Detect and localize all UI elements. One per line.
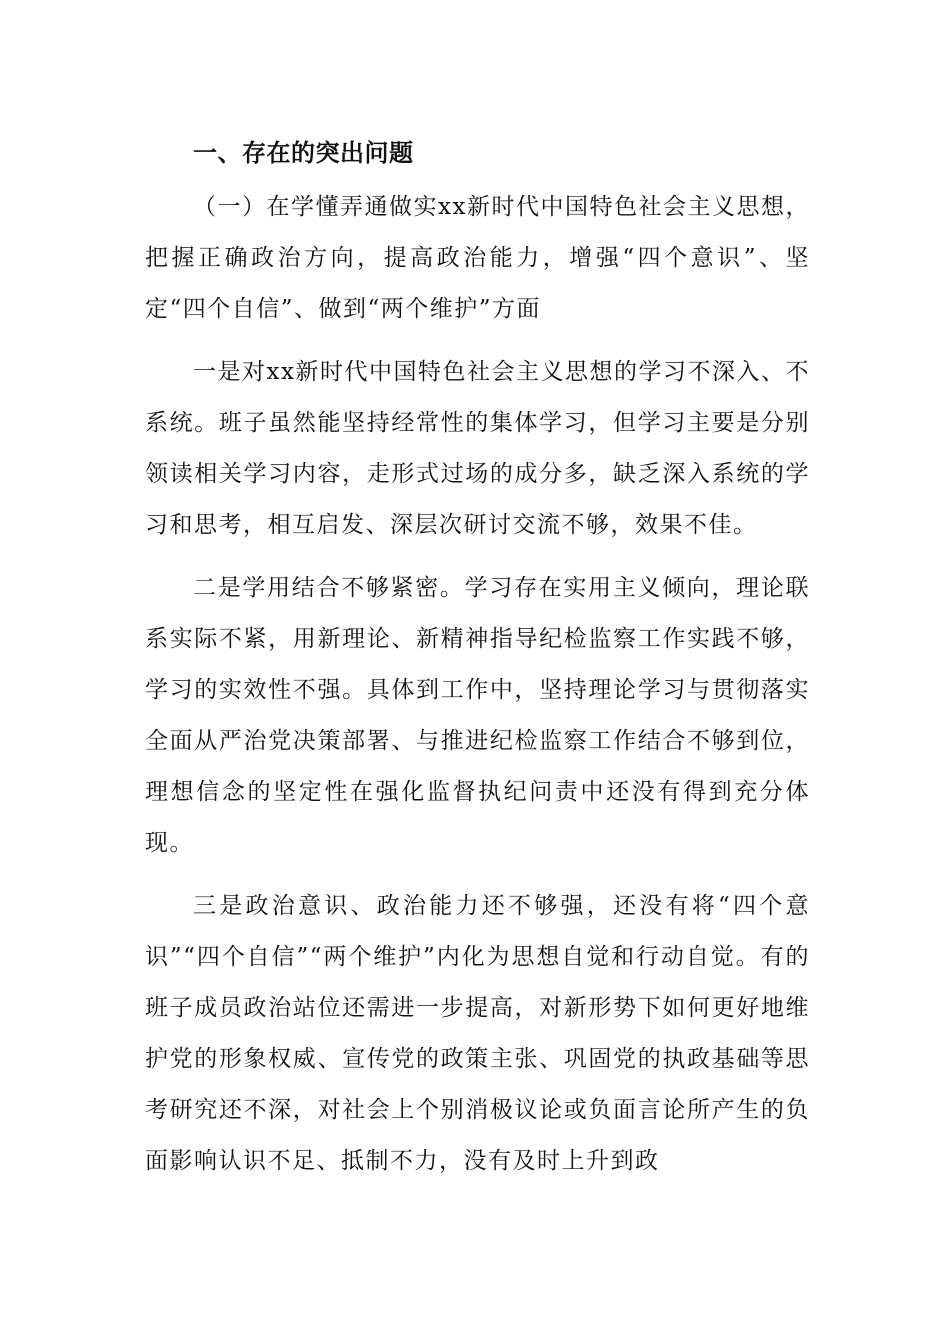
section-heading: 一、存在的突出问题 — [193, 139, 414, 167]
body-paragraph-2: 二是学用结合不够紧密。学习存在实用主义倾向，理论联系实际不紧，用新理论、新精神指导纪检监察工作实践不够，学习的实效性不强。具体到工作中，坚持理论学习与贯彻落实全面从严治党决策部署、与推进纪检监察工作结合不够到位，理想信念的坚定性在强化监督执纪问责中还没有得到充分体现。 — [145, 575, 810, 856]
body-paragraph-1: 一是对xx新时代中国特色社会主义思想的学习不深入、不系统。班子虽然能坚持经常性的集体学习，但学习主要是分别领读相关学习内容，走形式过场的成分多，缺乏深入系统的学习和思考，相互启发、深层次研讨交流不够，效果不佳。 — [145, 359, 810, 538]
document-body — [145, 128, 810, 1187]
body-paragraph-3: 三是政治意识、政治能力还不够强，还没有将“四个意识”“四个自信”“两个维护”内化为思想自觉和行动自觉。有的班子成员政治站位还需进一步提高，对新形势下如何更好地维护党的形象权威、宣传党的政策主张、巩固党的执政基础等思考研究还不深，对社会上个别消极议论或负面言论所产生的负面影响认识不足、抵制不力，没有及时上升到政 — [145, 893, 810, 1174]
sub-heading-paragraph: （一）在学懂弄通做实xx新时代中国特色社会主义思想，把握正确政治方向，提高政治能力，增强“四个意识”、坚定“四个自信”、做到“两个维护”方面 — [145, 194, 810, 322]
